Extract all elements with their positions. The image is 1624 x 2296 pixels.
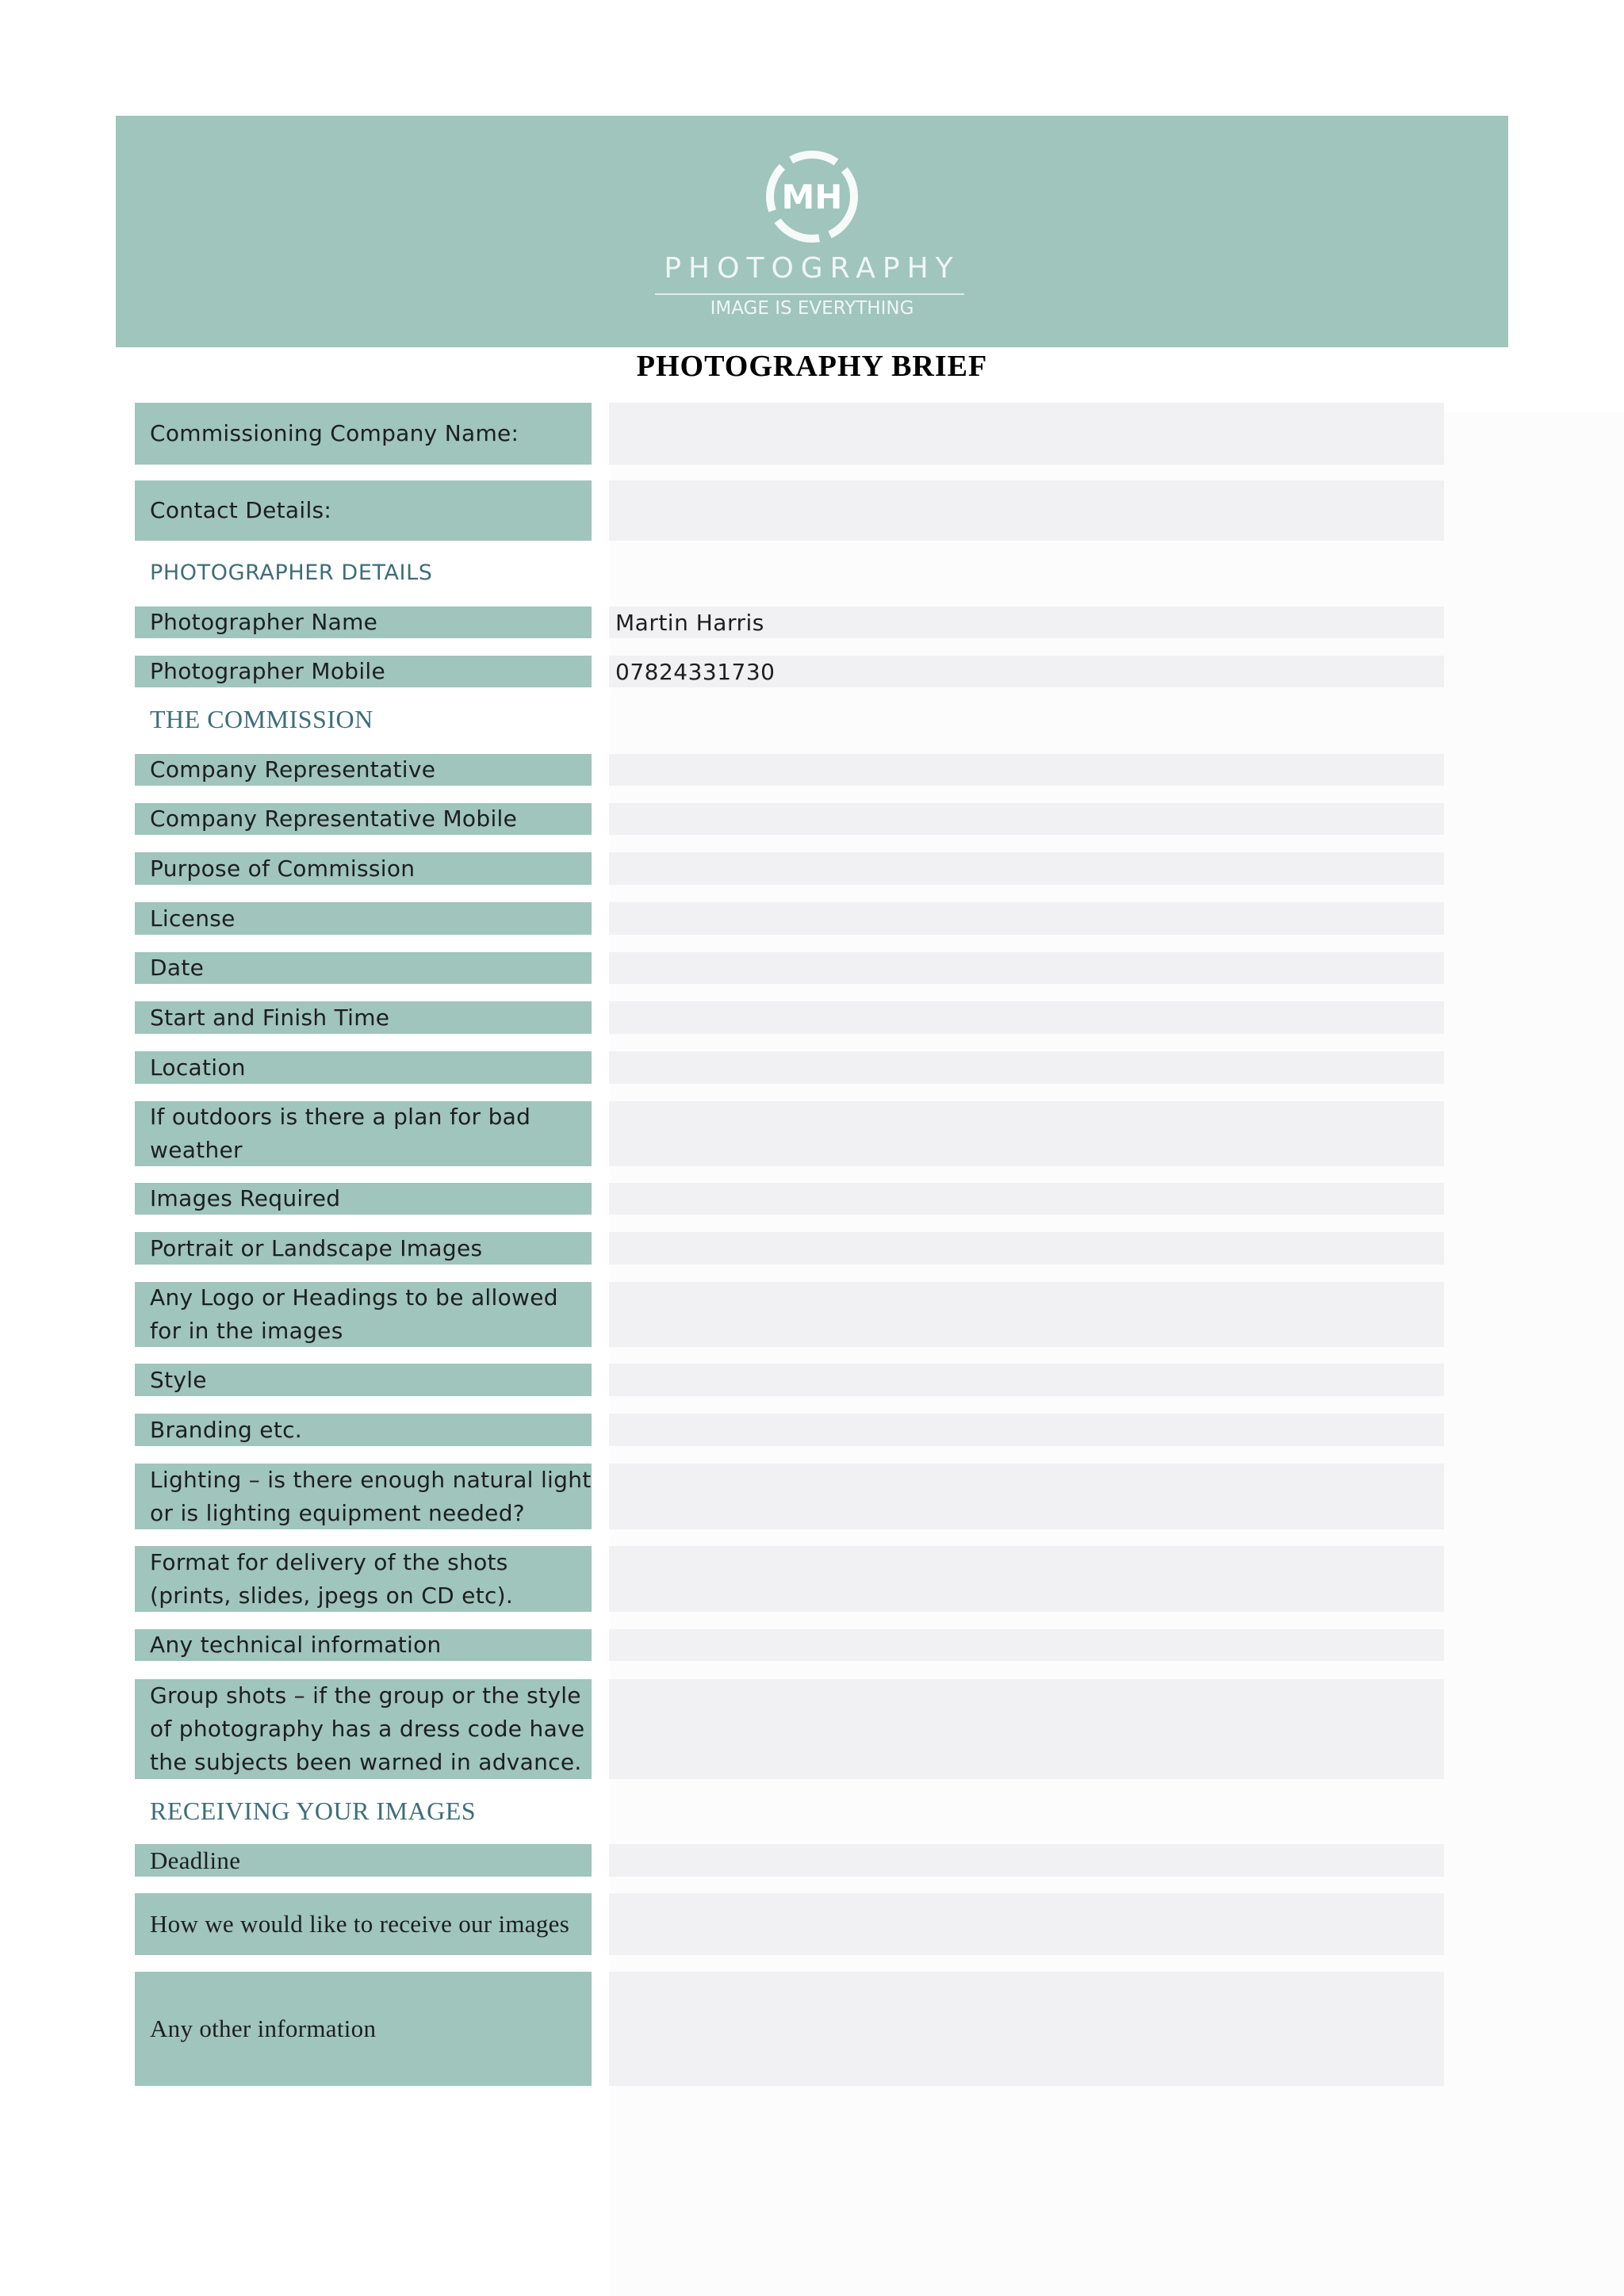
- deadline-label: Deadline: [135, 1844, 592, 1877]
- images-required-field[interactable]: [609, 1183, 1444, 1215]
- branding-field[interactable]: [609, 1414, 1444, 1446]
- brand-tagline: IMAGE IS EVERYTHING: [710, 298, 914, 319]
- photographer-mobile-label: Photographer Mobile: [135, 656, 592, 687]
- license-label: License: [135, 902, 592, 935]
- logo-monogram: MH: [781, 178, 843, 216]
- photographer-name-label: Photographer Name: [135, 607, 592, 638]
- representative-mobile-label: Company Representative Mobile: [135, 803, 592, 835]
- header-banner: [116, 116, 1508, 347]
- location-field[interactable]: [609, 1051, 1444, 1084]
- logo-headings-label: Any Logo or Headings to be allowed for in the images: [135, 1282, 592, 1347]
- start-finish-label: Start and Finish Time: [135, 1001, 592, 1034]
- deadline-field[interactable]: [609, 1844, 1444, 1877]
- how-receive-label: How we would like to receive our images: [135, 1893, 592, 1955]
- lighting-label: Lighting – is there enough natural light or is lighting equipment needed?: [135, 1464, 592, 1529]
- group-shots-label: Group shots – if the group or the style of photography has a dress code have the subjects been warned in advance.: [135, 1679, 592, 1779]
- other-info-field[interactable]: [609, 1972, 1444, 2086]
- start-finish-field[interactable]: [609, 1001, 1444, 1034]
- page-title: PHOTOGRAPHY BRIEF: [636, 350, 988, 383]
- brand-name: PHOTOGRAPHY: [664, 252, 960, 285]
- purpose-label: Purpose of Commission: [135, 852, 592, 885]
- date-field[interactable]: [609, 952, 1444, 984]
- group-shots-field[interactable]: [609, 1679, 1444, 1779]
- date-label: Date: [135, 952, 592, 984]
- contact-details-field[interactable]: [609, 480, 1444, 541]
- company-representative-field[interactable]: [609, 754, 1444, 786]
- photographer-mobile-field[interactable]: 07824331730: [609, 656, 1444, 687]
- delivery-format-field[interactable]: [609, 1546, 1444, 1612]
- orientation-label: Portrait or Landscape Images: [135, 1232, 592, 1265]
- contact-details-label: Contact Details:: [135, 480, 592, 541]
- section-heading-commission: THE COMMISSION: [150, 705, 373, 733]
- location-label: Location: [135, 1051, 592, 1084]
- orientation-field[interactable]: [609, 1232, 1444, 1265]
- company-name-field[interactable]: [609, 403, 1444, 465]
- section-heading-photographer: PHOTOGRAPHER DETAILS: [150, 561, 433, 585]
- branding-label: Branding etc.: [135, 1414, 592, 1446]
- purpose-field[interactable]: [609, 852, 1444, 885]
- outdoors-plan-label: If outdoors is there a plan for bad weather: [135, 1101, 592, 1166]
- other-info-label: Any other information: [135, 1972, 592, 2086]
- company-name-label: Commissioning Company Name:: [135, 403, 592, 465]
- style-label: Style: [135, 1364, 592, 1396]
- representative-mobile-field[interactable]: [609, 803, 1444, 835]
- section-heading-receiving: RECEIVING YOUR IMAGES: [150, 1797, 477, 1825]
- delivery-format-label: Format for delivery of the shots (prints, slides, jpegs on CD etc).: [135, 1546, 592, 1612]
- images-required-label: Images Required: [135, 1183, 592, 1215]
- technical-info-field[interactable]: [609, 1629, 1444, 1661]
- lighting-field[interactable]: [609, 1464, 1444, 1529]
- outdoors-plan-field[interactable]: [609, 1101, 1444, 1166]
- company-representative-label: Company Representative: [135, 754, 592, 786]
- photographer-name-field[interactable]: Martin Harris: [609, 607, 1444, 638]
- style-field[interactable]: [609, 1364, 1444, 1396]
- license-field[interactable]: [609, 902, 1444, 935]
- how-receive-field[interactable]: [609, 1893, 1444, 1955]
- technical-info-label: Any technical information: [135, 1629, 592, 1661]
- logo-headings-field[interactable]: [609, 1282, 1444, 1347]
